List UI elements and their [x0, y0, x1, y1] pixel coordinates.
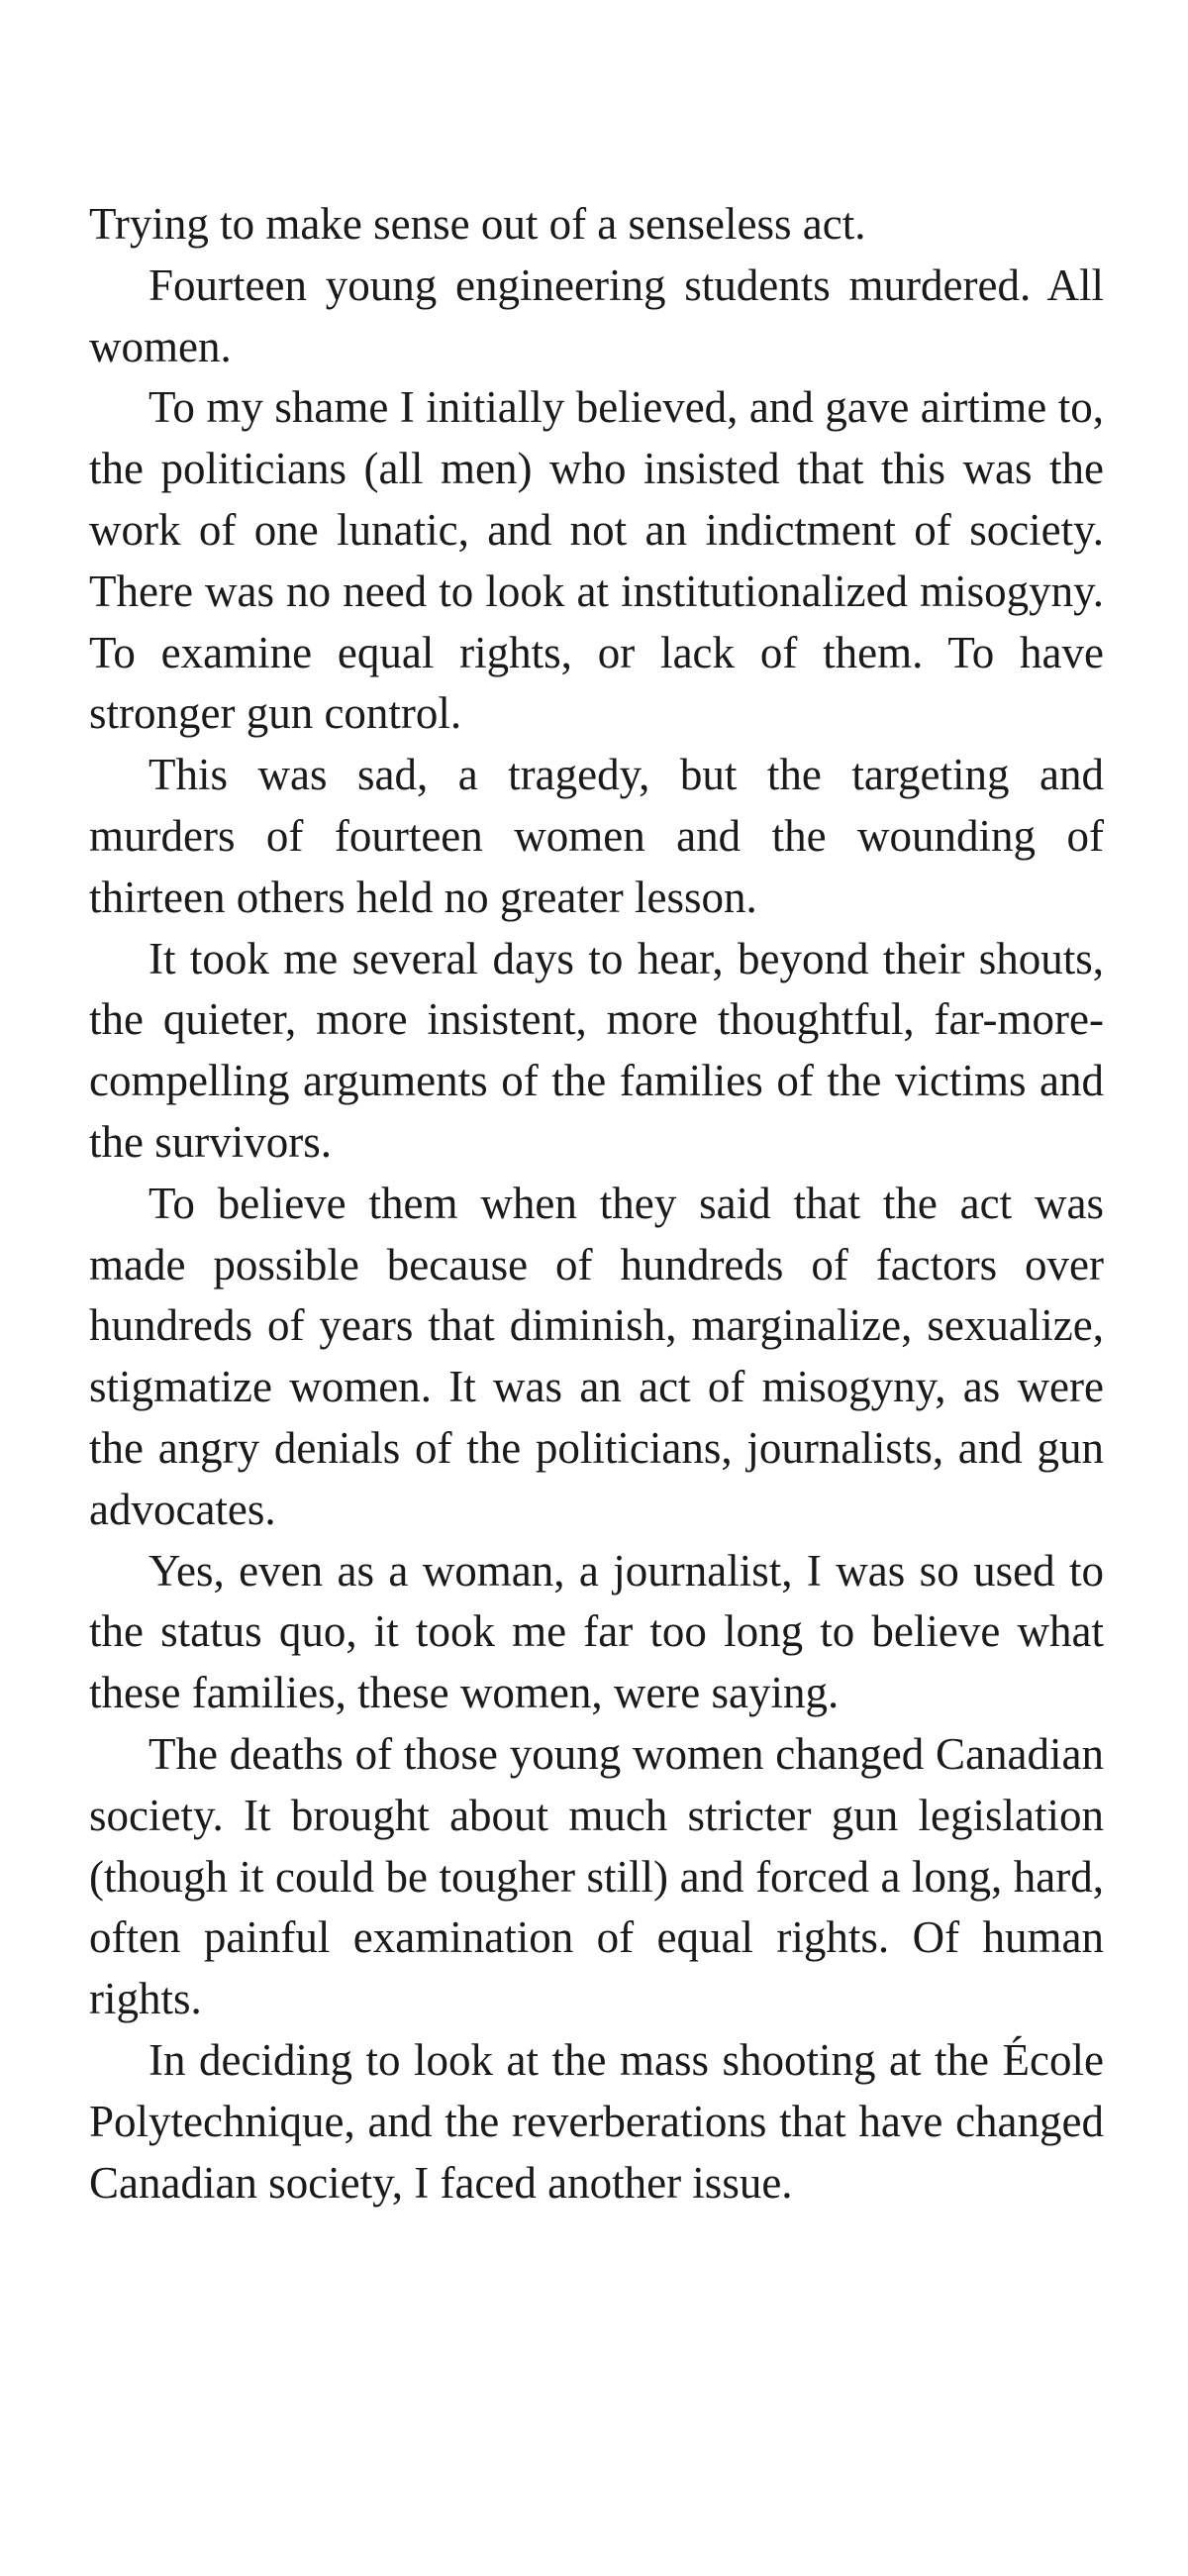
paragraph-4: This was sad, a tragedy, but the targeting and murders of fourteen women and the wounding of thirteen others held no greater lesson.	[89, 750, 1104, 922]
paragraph-1: Trying to make sense out of a senseless act.	[89, 199, 866, 249]
document-page	[89, 194, 1104, 2214]
paragraph-6: To believe them when they said that the act was made possible because of hundreds of factors over hundreds of years that diminish, marginalize, sexualize, stigmatize women. It was an act of misogyny, as were the angry denials of the politicians, journalists, and gun advocates.	[89, 1178, 1104, 1534]
paragraph-5: It took me several days to hear, beyond their shouts, the quieter, more insistent, more thoughtful, far-more-compelling arguments of the families of the victims and the survivors.	[89, 933, 1104, 1167]
paragraph-8: The deaths of those young women changed Canadian society. It brought about much stricter gun legislation (though it could be tougher still) and forced a long, hard, often painful examination of equal rights. Of human rights.	[89, 1728, 1104, 2024]
paragraph-9: In deciding to look at the mass shooting at the École Polytechnique, and the reverberations that have changed Canadian society, I faced another issue.	[89, 2034, 1104, 2208]
paragraph-2: Fourteen young engineering students murdered. All women.	[89, 259, 1104, 371]
paragraph-3: To my shame I initially believed, and gave airtime to, the politicians (all men) who insisted that this was the work of one lunatic, and not an indictment of society. There was no need to look at institutionalized misogyny. To examine equal rights, or lack of them. To have stronger gun control.	[89, 382, 1104, 739]
paragraph-7: Yes, even as a woman, a journalist, I was so used to the status quo, it took me far too long to believe what these families, these women, were saying.	[89, 1545, 1104, 1718]
